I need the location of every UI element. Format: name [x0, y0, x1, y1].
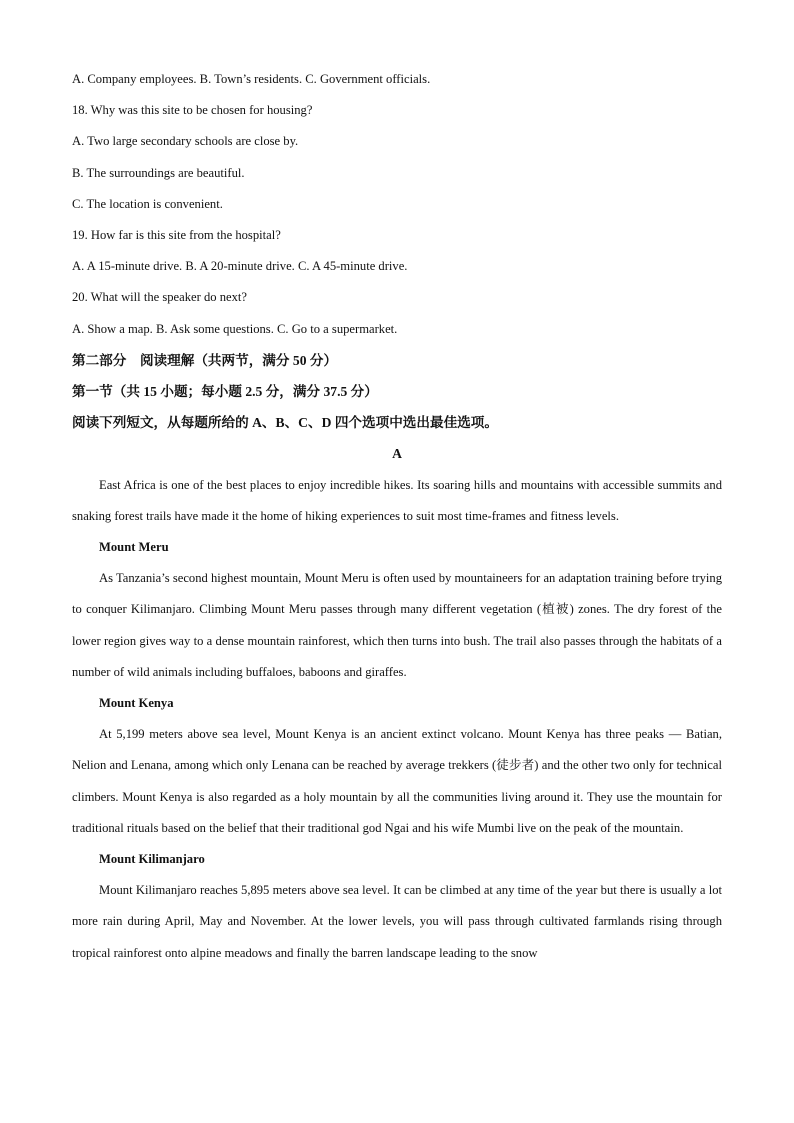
passage-label: A	[392, 446, 402, 462]
instruction: 阅读下列短文，从每题所给的 A、B、C、D 四个选项中选出最佳选项。	[72, 415, 498, 431]
part-title: 第二部分 阅读理解（共两节，满分 50 分）	[72, 352, 338, 368]
q19-options: A. A 15-minute drive. B. A 20-minute drive. C. A 45-minute drive.	[72, 259, 408, 274]
mount-kenya-heading: Mount Kenya	[99, 696, 174, 711]
mount-kilimanjaro-paragraph: Mount Kilimanjaro reaches 5,895 meters above sea level. It can be climbed at any time of the year but there is usually a lot more rain during April, May and November. At the lower levels, you will pass through cultivated farmlands rising through tropical rainforest onto alpine meadows and finally the barren landscape leading to the snow	[72, 883, 722, 960]
q18-option-c: C. The location is convenient.	[72, 196, 223, 211]
q19-question: 19. How far is this site from the hospital?	[72, 228, 281, 243]
section-title: 第一节（共 15 小题；每小题 2.5 分，满分 37.5 分）	[72, 384, 378, 400]
mount-meru-heading: Mount Meru	[99, 540, 169, 555]
q17-options: A. Company employees. B. Town’s residents. C. Government officials.	[72, 72, 431, 86]
q20-question: 20. What will the speaker do next?	[72, 290, 247, 305]
intro-paragraph: East Africa is one of the best places to enjoy incredible hikes. Its soaring hills and mountains with accessible summits and snaking forest trails have made it the home of hiking experiences to suit most time-frames and fitness levels.	[72, 477, 722, 523]
q20-options: A. Show a map. B. Ask some questions. C. Go to a supermarket.	[72, 321, 398, 336]
q18-option-a: A. Two large secondary schools are close by.	[72, 134, 299, 149]
exam-page	[72, 64, 722, 969]
mount-meru-paragraph: As Tanzania’s second highest mountain, Mount Meru is often used by mountaineers for an adaptation training before trying to conquer Kilimanjaro. Climbing Mount Meru passes through many different vegetation (植被) zones. The dry forest of the lower region gives way to a dense mountain rainforest, which then turns into bush. The trail also passes through the habitats of a number of wild animals including buffaloes, baboons and giraffes.	[72, 571, 722, 679]
q18-question: 18. Why was this site to be chosen for housing?	[72, 103, 313, 118]
mount-kenya-paragraph: At 5,199 meters above sea level, Mount Kenya is an ancient extinct volcano. Mount Kenya has three peaks — Batian, Nelion and Lenana, among which only Lenana can be reached by average trekkers (徒步者) and the other two only for technical climbers. Mount Kenya is also regarded as a holy mountain by all the communities living around it. They use the mountain for traditional rituals based on the belief that their traditional god Ngai and his wife Mumbi live on the peak of the mountain.	[72, 727, 722, 835]
q18-option-b: B. The surroundings are beautiful.	[72, 165, 245, 180]
mount-kilimanjaro-heading: Mount Kilimanjaro	[99, 852, 205, 867]
